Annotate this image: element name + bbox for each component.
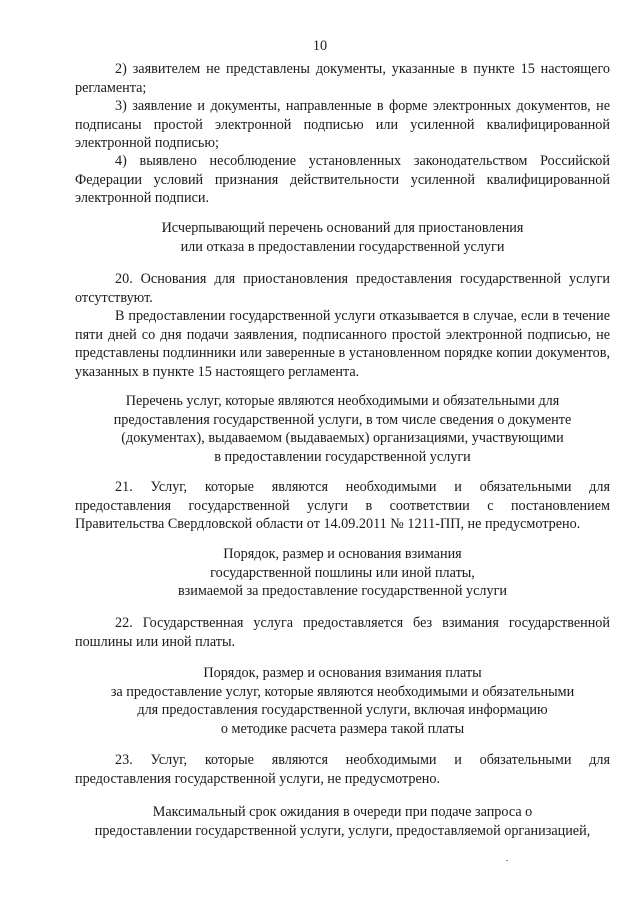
scan-speck <box>506 860 508 861</box>
paragraph-21: 21. Услуг, которые являются необходимыми и обязательными для предоставления государственной услуги в соответствии с постановлением Правительства Свердловской области от 14.09.2011 № 1211-ПП, не предусмотрено. <box>75 479 610 532</box>
heading-line: Порядок, размер и основания взимания <box>223 546 462 562</box>
heading-line: (документах), выдаваемом (выдаваемых) организациями, участвующими <box>121 430 564 446</box>
page-number: 10 <box>312 38 328 54</box>
heading-line: предоставления государственной услуги, в том числе сведения о документе <box>113 411 572 428</box>
heading-line: в предоставлении государственной услуги <box>214 448 471 465</box>
heading-line: за предоставление услуг, которые являются необходимыми и обязательными <box>110 683 575 700</box>
heading-line: Максимальный срок ожидания в очереди при подаче запроса о <box>152 804 533 820</box>
heading-line: Исчерпывающий перечень оснований для приостановления <box>161 220 524 236</box>
paragraph-20: 20. Основания для приостановления предоставления государственной услуги отсутствуют. <box>75 271 610 306</box>
heading-line: для предоставления государственной услуги, включая информацию <box>137 702 548 718</box>
heading-line: предоставлении государственной услуги, услуги, предоставляемой организацией, <box>94 822 591 839</box>
section-heading-queue-time <box>75 803 610 840</box>
section-heading-grounds-refusal <box>75 219 610 256</box>
section-heading-state-fee <box>75 545 610 601</box>
section-heading-fee-for-services <box>75 664 610 738</box>
list-item-2: 2) заявителем не представлены документы, указанные в пункте 15 настоящего регламента; <box>75 61 610 96</box>
heading-line: о методике расчета размера такой платы <box>220 720 465 737</box>
paragraph-20-refusal: В предоставлении государственной услуги отказывается в случае, если в течение пяти дней со дня подачи заявления, подписанного простой электронной подписью, не представлены подлинники или заверенные в установленном порядке копии документов, указанных в пункте 15 настоящего регламента. <box>75 308 610 380</box>
heading-line: государственной пошлины или иной платы, <box>210 564 475 581</box>
heading-line: Перечень услуг, которые являются необходимыми и обязательными для <box>125 393 560 409</box>
heading-line: или отказа в предоставлении государственной услуги <box>180 238 505 255</box>
section-heading-required-services <box>75 392 610 466</box>
paragraph-22: 22. Государственная услуга предоставляется без взимания государственной пошлины или иной платы. <box>75 615 610 650</box>
paragraph-23: 23. Услуг, которые являются необходимыми и обязательными для предоставления государственной услуги, не предусмотрено. <box>75 752 610 787</box>
list-item-4: 4) выявлено несоблюдение установленных законодательством Российской Федерации условий признания действительности усиленной квалифицированной электронной подписи. <box>75 153 610 206</box>
list-item-3: 3) заявление и документы, направленные в форме электронных документов, не подписаны простой электронной подписью или усиленной квалифицированной электронной подписью; <box>75 98 610 151</box>
heading-line: Порядок, размер и основания взимания платы <box>203 665 482 681</box>
heading-line: взимаемой за предоставление государственной услуги <box>177 583 507 599</box>
